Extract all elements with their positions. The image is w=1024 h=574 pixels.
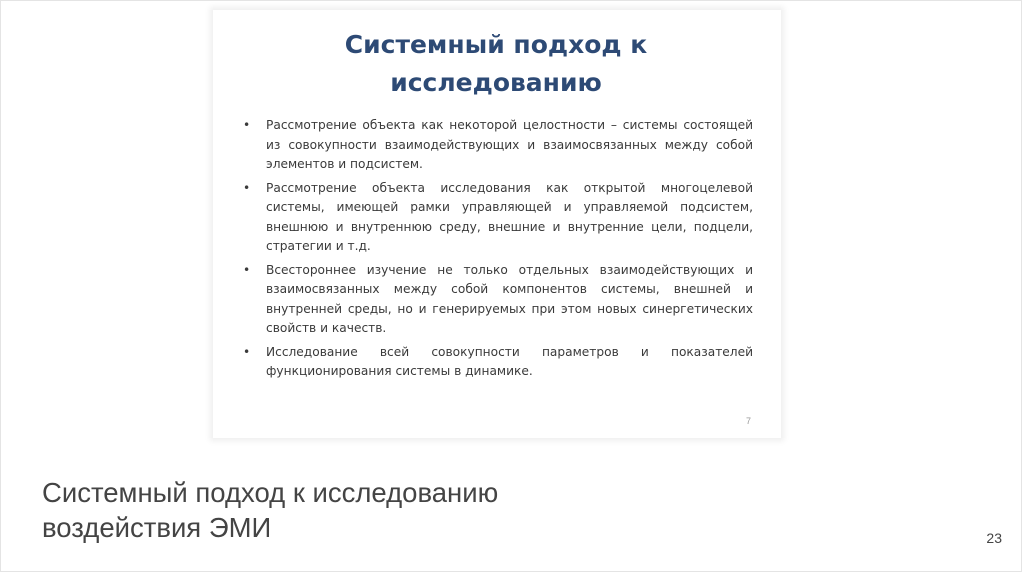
bullet-dot: • <box>243 262 251 277</box>
embedded-title-line-2: исследованию <box>390 68 602 97</box>
embedded-slide-title <box>239 26 753 102</box>
bullet-text: Рассмотрение объекта исследования как открытой многоцелевой системы, имеющей рамки управляющей и управляемой подсистем, внешнюю и внутреннюю среду, внешние и внутренние цели, подцели, стратегии и т.д. <box>266 180 753 253</box>
bullet-dot: • <box>243 118 251 132</box>
bullet-text: Исследование всей совокупности параметров и показателей функционирования системы в динамике. <box>266 344 753 378</box>
page-number: 23 <box>986 530 1002 546</box>
bullet-item <box>239 261 753 339</box>
bullet-dot: • <box>243 180 251 195</box>
bullet-text: Рассмотрение объекта как некоторой целостности – системы состоящей из совокупности взаимодействующих и взаимосвязанных между собой элементов и подсистем. <box>266 118 753 171</box>
bullet-dot: • <box>243 344 251 359</box>
embedded-slide-image <box>213 10 781 438</box>
slide-caption <box>42 475 742 545</box>
bullet-item <box>239 179 753 257</box>
bullet-text: Всестороннее изучение не только отдельных взаимодействующих и взаимосвязанных между собой компонентов системы, внешней и внутренней среды, но и генерируемых при этом новых синергетических свойств и качеств. <box>266 262 753 335</box>
caption-line-2: воздействия ЭМИ <box>42 512 272 543</box>
caption-line-1: Системный подход к исследованию <box>42 477 499 508</box>
embedded-slide-page-number: 7 <box>745 416 751 426</box>
bullet-item <box>239 116 753 175</box>
bullet-item <box>239 343 753 382</box>
bullet-list <box>239 116 753 382</box>
embedded-title-line-1: Системный подход к <box>344 30 648 59</box>
